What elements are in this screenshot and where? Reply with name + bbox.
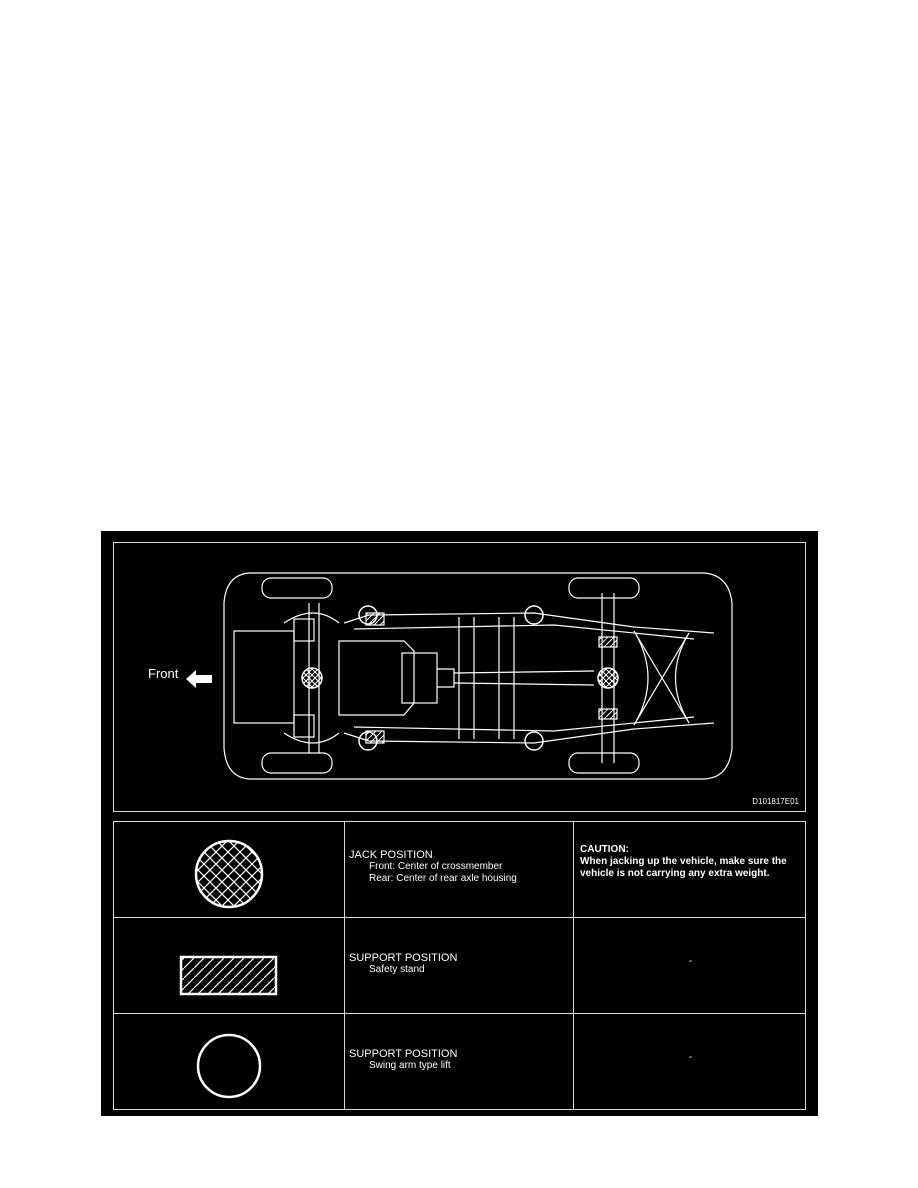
tire-rear-left	[569, 578, 639, 598]
legend-row-stand-note: -	[688, 956, 693, 967]
front-arrow-icon	[186, 670, 212, 688]
engine	[339, 641, 414, 715]
body-outline	[224, 573, 732, 779]
engine-bay	[234, 631, 294, 723]
legend-row-lift-note: -	[688, 1052, 693, 1063]
caution-title: CAUTION:	[580, 844, 629, 855]
tire-rear-right	[569, 753, 639, 773]
caution-text: When jacking up the vehicle, make sure the vehicle is not carrying any extra weight.	[580, 856, 787, 879]
legend-row-lift-text	[349, 1048, 569, 1072]
jack-point-rear	[598, 668, 618, 688]
figure-id: D101817E01	[752, 797, 799, 806]
jack-position-rear: Rear: Center of rear axle housing	[369, 873, 517, 884]
legend-row-stand-symbol	[114, 918, 344, 1013]
tire-front-left	[262, 578, 332, 598]
jack-point-front	[302, 668, 322, 688]
legend-table	[113, 821, 806, 1110]
swing-arm-lift-label: Swing arm type lift	[369, 1060, 451, 1071]
chassis-illustration	[114, 543, 807, 813]
jack-position-front: Front: Center of crossmember	[369, 861, 503, 872]
support-position-title-2: SUPPORT POSITION	[349, 1048, 458, 1060]
safety-stand-front-left	[366, 613, 384, 625]
front-label: Front	[148, 666, 179, 681]
legend-row-lift-symbol	[114, 1014, 344, 1111]
safety-stand-rear-right	[599, 709, 617, 719]
drive-shaft	[454, 671, 594, 685]
legend-row-stand-text	[349, 952, 569, 976]
lift-point-rear-left	[525, 606, 543, 624]
jacking-diagram-figure	[101, 531, 818, 1116]
legend-row-jack-symbol	[114, 822, 344, 917]
jack-position-title: JACK POSITION	[349, 849, 433, 861]
safety-stand-symbol-icon	[181, 957, 276, 994]
jack-position-symbol-icon	[196, 841, 262, 907]
safety-stand-front-right	[366, 731, 384, 743]
swing-arm-lift-symbol-icon	[198, 1035, 260, 1097]
chassis-diagram-panel	[113, 542, 806, 812]
support-position-title-1: SUPPORT POSITION	[349, 952, 458, 964]
legend-row-jack-text	[349, 849, 569, 885]
lift-point-rear-right	[525, 732, 543, 750]
safety-stand-rear-left	[599, 637, 617, 647]
tire-front-right	[262, 753, 332, 773]
transmission	[402, 653, 437, 703]
safety-stand-label: Safety stand	[369, 964, 425, 975]
legend-row-jack-caution	[580, 844, 800, 880]
